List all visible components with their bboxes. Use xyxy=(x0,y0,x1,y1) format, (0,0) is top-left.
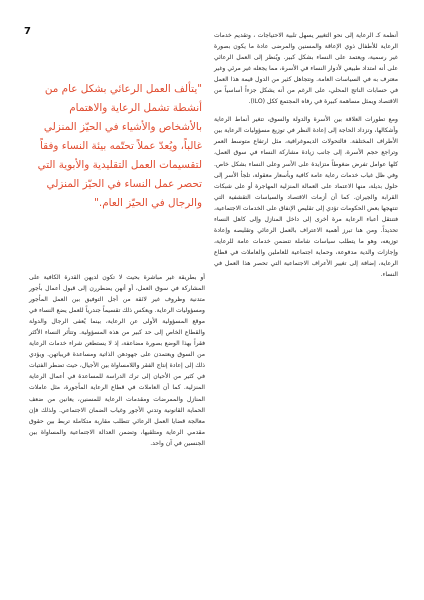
pull-quote: "يتألف العمل الرعائي بشكل عام من أنشطة تشمل الرعاية والاهتمام بالأشخاص والأشياء في الحيّز المنزلي غالباً، ويُعدّ عملاً تحتّمه بيئة النساء وفقاً لتقسيمات العمل التقليدية والأبوية التي تحصر عمل النساء في الحيّز المنزلي والرجال في الحيّز العام." xyxy=(37,83,202,209)
page-number: 7 xyxy=(24,26,31,37)
body-paragraph: أو بطريقة غير مباشرة بحيث لا تكون لديهن القدرة الكافية على المشاركة في سوق العمل، أو أنهن يضطررن إلى قبول أعمال بأجور متدنية وظروف غير لائقة من أجل التوفيق بين العمل المأجور ومسؤوليات الرعاية. ويعكس ذلك تقسيماً جندرياً للعمل يضع النساء في موقع المسؤولية الأولى عن الرعاية، بينما يُعفى الرجال والدولة والقطاع الخاص إلى حد كبير من هذه المسؤولية. وتتأثر النساء الأكثر فقراً بهذا الوضع بصورة مضاعفة، إذ لا يستطعن شراء خدمات الرعاية من السوق ويعتمدن على جهودهن الذاتية ومساعدة قريباتهن. ويؤدي ذلك إلى إعادة إنتاج الفقر واللامساواة بين الأجيال، حيث تضطر الفتيات في كثير من الأحيان إلى ترك الدراسة للمساعدة في أعمال الرعاية المنزلية. كما أن العاملات في قطاع الرعاية المأجورة، مثل عاملات المنازل والممرضات ومقدمات الرعاية للمسنين، يعانين من ضعف الحماية القانونية وتدني الأجور وغياب الضمان الاجتماعي. ولذلك فإن معالجة قضايا العمل الرعائي تتطلب مقاربة متكاملة تربط بين حقوق مقدمي الرعاية ومتلقيها، وتضمن العدالة الاجتماعية والمساواة بين الجنسين في آن واحد. xyxy=(29,274,205,447)
left-text-column xyxy=(29,272,205,449)
body-paragraph: أنظمة كـ الرعاية إلى نحو التغيير يسهل تلبية الاحتياجات ، وتقديم خدمات الرعاية للأطفال ذوي الإعاقة والمسنين والمرضى عادة ما يكون بصورة غير رسمية، ويعتمد على النساء بشكل كبير. ويُنظر إلى العمل الرعائي على أنه امتداد طبيعي لأدوار النساء في الأسرة، مما يجعله غير مرئي وغير معترف به في السياسات العامة. وتتجاهل كثير من الدول قيمة هذا العمل في حسابات الناتج المحلي، على الرغم من أنه يشكل جزءاً أساسياً من الاقتصاد ويمثل مساهمة كبيرة في رفاه المجتمع ككل (ILO). xyxy=(214,32,398,106)
right-text-column xyxy=(214,30,398,280)
body-paragraph: ومع تطورات العلاقة بين الأسرة والدولة والسوق، تتغير أنماط الرعاية وأشكالها، وتزداد الحاجة إلى إعادة النظر في توزيع مسؤوليات الرعاية بين الأطراف المختلفة. فالتحولات الديموغرافية، مثل ارتفاع متوسط العمر وتراجع حجم الأسرة، إلى جانب زيادة مشاركة النساء في سوق العمل، كلها عوامل تفرض ضغوطاً متزايدة على الأسر وعلى النساء بشكل خاص. وفي ظل غياب خدمات رعاية عامة كافية وبأسعار معقولة، تلجأ الأسر إلى حلول بديلة، منها الاعتماد على العمالة المنزلية المهاجرة أو على شبكات القرابة والجيران. كما أن أزمات الاقتصاد والسياسات التقشفية التي تنتهجها بعض الحكومات تؤدي إلى تقليص الإنفاق على الخدمات الاجتماعية، فتنتقل أعباء الرعاية مرة أخرى إلى داخل المنازل وإلى كاهل النساء تحديداً. ومن هنا تبرز أهمية الاعتراف بالعمل الرعائي وتقليصه وإعادة توزيعه، وهو ما يتطلب سياسات شاملة تتضمن خدمات عامة للرعاية، وإجازات والدية مدفوعة، وحماية اجتماعية للعاملين والعاملات في قطاع الرعاية، إضافة إلى تغيير الأعراف الاجتماعية التي تحصر هذا العمل في النساء. xyxy=(214,116,398,278)
